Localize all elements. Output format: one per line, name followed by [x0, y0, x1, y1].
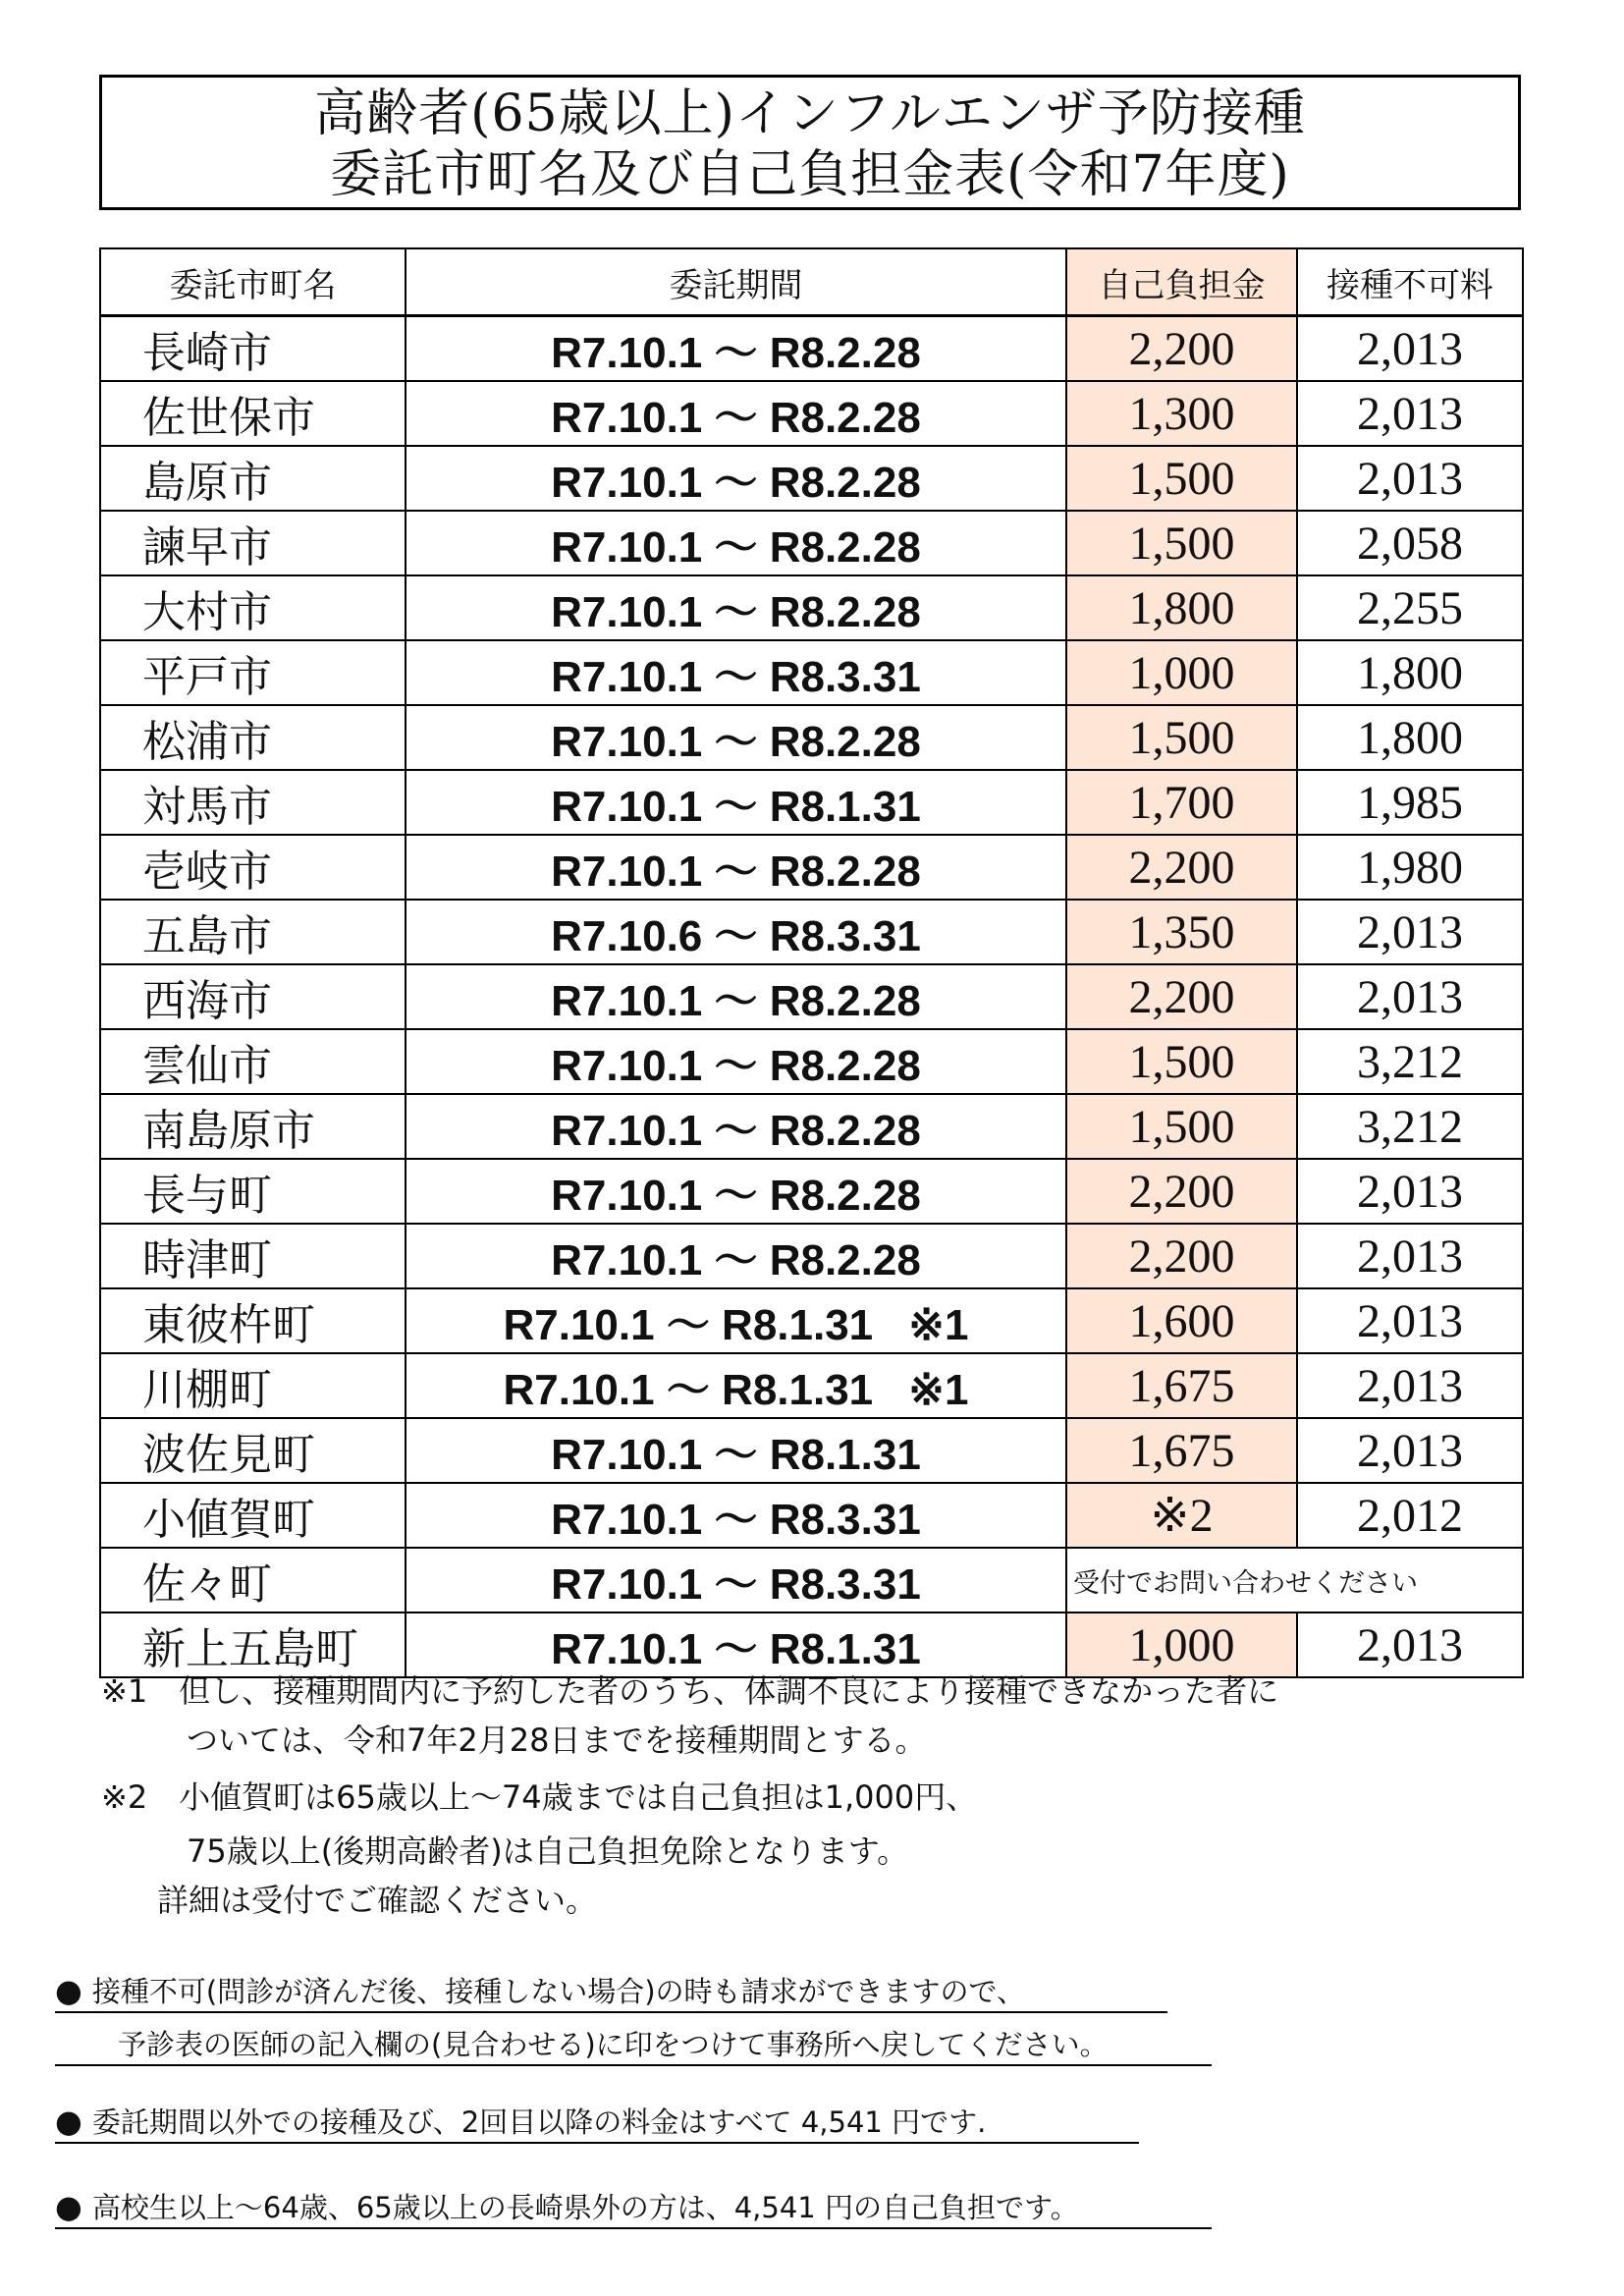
- cell-municipality: 小値賀町: [100, 1483, 406, 1548]
- cell-municipality: 南島原市: [100, 1094, 406, 1159]
- period-note-mark: ※1: [908, 1366, 969, 1414]
- cell-not-vaccinated-fee: 2,013: [1297, 1159, 1523, 1224]
- cell-municipality: 松浦市: [100, 705, 406, 770]
- cell-self-pay: 1,300: [1066, 381, 1297, 446]
- cell-not-vaccinated-fee: 2,013: [1297, 446, 1523, 511]
- cell-not-vaccinated-fee: 2,013: [1297, 1353, 1523, 1418]
- cell-self-pay: 1,600: [1066, 1288, 1297, 1353]
- cell-municipality: 佐世保市: [100, 381, 406, 446]
- bullet-1-text: 接種不可(問診が済んだ後、接種しない場合)の時も請求ができますので、: [91, 1975, 1025, 2008]
- bullet-2-text: 委託期間以外での接種及び、2回目以降の料金はすべて 4,541 円です.: [91, 2105, 987, 2139]
- cell-period: [406, 1353, 1066, 1418]
- cell-period: R7.10.1 ～ R8.2.28: [406, 964, 1066, 1029]
- table-row: [100, 770, 1523, 835]
- table-row: [100, 1224, 1523, 1288]
- cell-self-pay: 1,000: [1066, 1613, 1297, 1677]
- cell-municipality: 平戸市: [100, 640, 406, 705]
- cell-not-vaccinated-fee: 2,013: [1297, 381, 1523, 446]
- cell-municipality: 新上五島町: [100, 1613, 406, 1677]
- cell-period: R7.10.1 ～ R8.2.28: [406, 705, 1066, 770]
- period-text: R7.10.1 ～ R8.1.31: [503, 1301, 874, 1349]
- cell-self-pay: 1,000: [1066, 640, 1297, 705]
- table-row: [100, 381, 1523, 446]
- bullet-dot-icon: ●: [55, 2188, 82, 2225]
- cell-self-pay: 1,500: [1066, 705, 1297, 770]
- cell-not-vaccinated-fee: 1,980: [1297, 835, 1523, 900]
- table-row: [100, 1483, 1523, 1548]
- period-text: R7.10.1 ～ R8.1.31: [503, 1366, 874, 1414]
- cell-period: R7.10.1 ～ R8.2.28: [406, 446, 1066, 511]
- title-line-2: 委託市町名及び自己負担金表(令和7年度): [330, 145, 1290, 204]
- cell-self-pay: 1,675: [1066, 1418, 1297, 1483]
- bullet-1-line-1: [55, 1971, 1167, 2013]
- cell-period: R7.10.1 ～ R8.1.31: [406, 1613, 1066, 1677]
- cell-period: R7.10.1 ～ R8.2.28: [406, 511, 1066, 575]
- header-municipality: 委託市町名: [100, 248, 406, 316]
- bullet-2: [55, 2102, 1139, 2144]
- bullet-1-line-2: 予診表の医師の記入欄の(見合わせる)に印をつけて事務所へ戻してください。: [55, 2025, 1212, 2066]
- fee-table: [99, 247, 1524, 1678]
- table-row: [100, 1418, 1523, 1483]
- cell-municipality: 島原市: [100, 446, 406, 511]
- cell-not-vaccinated-fee: 2,013: [1297, 1224, 1523, 1288]
- cell-period: R7.10.1 ～ R8.2.28: [406, 316, 1066, 382]
- cell-not-vaccinated-fee: 2,255: [1297, 575, 1523, 640]
- cell-period: [406, 1288, 1066, 1353]
- period-note-mark: ※1: [908, 1301, 969, 1349]
- cell-period: R7.10.1 ～ R8.2.28: [406, 835, 1066, 900]
- cell-not-vaccinated-fee: 2,013: [1297, 964, 1523, 1029]
- cell-period: R7.10.1 ～ R8.3.31: [406, 640, 1066, 705]
- cell-municipality: 対馬市: [100, 770, 406, 835]
- cell-self-pay: 2,200: [1066, 1159, 1297, 1224]
- cell-period: R7.10.1 ～ R8.3.31: [406, 1548, 1066, 1613]
- cell-municipality: 川棚町: [100, 1353, 406, 1418]
- cell-not-vaccinated-fee: 2,013: [1297, 1288, 1523, 1353]
- cell-self-pay: 1,350: [1066, 900, 1297, 964]
- table-row: [100, 1159, 1523, 1224]
- table-row: [100, 1353, 1523, 1418]
- cell-period: R7.10.1 ～ R8.2.28: [406, 1159, 1066, 1224]
- cell-period: R7.10.1 ～ R8.2.28: [406, 575, 1066, 640]
- cell-not-vaccinated-fee: 3,212: [1297, 1029, 1523, 1094]
- table-row: [100, 1029, 1523, 1094]
- cell-ask-reception: 受付でお問い合わせください: [1066, 1548, 1523, 1613]
- title-line-1: 高齢者(65歳以上)インフルエンザ予防接種: [314, 84, 1306, 143]
- cell-municipality: 佐々町: [100, 1548, 406, 1613]
- cell-not-vaccinated-fee: 1,985: [1297, 770, 1523, 835]
- cell-not-vaccinated-fee: 1,800: [1297, 640, 1523, 705]
- cell-period: R7.10.1 ～ R8.1.31: [406, 1418, 1066, 1483]
- cell-municipality: 東彼杵町: [100, 1288, 406, 1353]
- cell-municipality: 壱岐市: [100, 835, 406, 900]
- cell-period: R7.10.1 ～ R8.2.28: [406, 1094, 1066, 1159]
- cell-not-vaccinated-fee: 2,013: [1297, 900, 1523, 964]
- cell-self-pay: 1,800: [1066, 575, 1297, 640]
- cell-municipality: 時津町: [100, 1224, 406, 1288]
- table-row: [100, 1094, 1523, 1159]
- header-period: 委託期間: [406, 248, 1066, 316]
- cell-municipality: 大村市: [100, 575, 406, 640]
- table-row: [100, 705, 1523, 770]
- cell-self-pay: 1,500: [1066, 1029, 1297, 1094]
- table-header-row: [100, 248, 1523, 316]
- cell-not-vaccinated-fee: 1,800: [1297, 705, 1523, 770]
- cell-self-pay: 1,675: [1066, 1353, 1297, 1418]
- cell-municipality: 雲仙市: [100, 1029, 406, 1094]
- cell-self-pay: 1,700: [1066, 770, 1297, 835]
- title-box: [99, 75, 1521, 210]
- table-row: [100, 835, 1523, 900]
- cell-municipality: 長崎市: [100, 316, 406, 382]
- cell-municipality: 五島市: [100, 900, 406, 964]
- cell-period: R7.10.6 ～ R8.3.31: [406, 900, 1066, 964]
- table-row: [100, 900, 1523, 964]
- cell-self-pay: 2,200: [1066, 964, 1297, 1029]
- cell-municipality: 西海市: [100, 964, 406, 1029]
- cell-municipality: 長与町: [100, 1159, 406, 1224]
- bullet-dot-icon: ●: [55, 1972, 82, 2009]
- table-row: [100, 1548, 1523, 1613]
- table-row: [100, 511, 1523, 575]
- cell-period: R7.10.1 ～ R8.1.31: [406, 770, 1066, 835]
- table-row: [100, 1613, 1523, 1677]
- header-not-vaccinated-fee: 接種不可料: [1297, 248, 1523, 316]
- table-row: [100, 1288, 1523, 1353]
- bullet-dot-icon: ●: [55, 2103, 82, 2140]
- cell-not-vaccinated-fee: 2,013: [1297, 1418, 1523, 1483]
- cell-self-pay: 1,500: [1066, 446, 1297, 511]
- note-1-line-2: ついては、令和7年2月28日までを接種期間とする。: [187, 1722, 927, 1759]
- cell-self-pay: 1,500: [1066, 1094, 1297, 1159]
- cell-municipality: 波佐見町: [100, 1418, 406, 1483]
- cell-period: R7.10.1 ～ R8.2.28: [406, 1029, 1066, 1094]
- cell-period: R7.10.1 ～ R8.2.28: [406, 381, 1066, 446]
- bullet-3-text: 高校生以上～64歳、65歳以上の長崎県外の方は、4,541 円の自己負担です。: [91, 2191, 1079, 2224]
- cell-self-pay: 2,200: [1066, 1224, 1297, 1288]
- note-2-line-3: 詳細は受付でご確認ください。: [157, 1882, 598, 1919]
- cell-not-vaccinated-fee: 2,058: [1297, 511, 1523, 575]
- cell-not-vaccinated-fee: 3,212: [1297, 1094, 1523, 1159]
- cell-not-vaccinated-fee: 2,013: [1297, 1613, 1523, 1677]
- cell-self-pay: ※2: [1066, 1483, 1297, 1548]
- bullet-3: [55, 2187, 1212, 2229]
- cell-municipality: 諫早市: [100, 511, 406, 575]
- table-row: [100, 964, 1523, 1029]
- note-2-line-2: 75歳以上(後期高齢者)は自己負担免除となります。: [187, 1832, 909, 1870]
- cell-not-vaccinated-fee: 2,012: [1297, 1483, 1523, 1548]
- cell-period: R7.10.1 ～ R8.3.31: [406, 1483, 1066, 1548]
- note-2-line-1: ※2 小値賀町は65歳以上～74歳までは自己負担は1,000円、: [101, 1778, 978, 1816]
- table-row: [100, 316, 1523, 382]
- cell-self-pay: 2,200: [1066, 316, 1297, 382]
- cell-self-pay: 2,200: [1066, 835, 1297, 900]
- table-row: [100, 446, 1523, 511]
- note-1-line-1: ※1 但し、接種期間内に予約した者のうち、体調不良により接種できなかった者に: [101, 1672, 1279, 1710]
- table-row: [100, 640, 1523, 705]
- cell-self-pay: 1,500: [1066, 511, 1297, 575]
- cell-period: R7.10.1 ～ R8.2.28: [406, 1224, 1066, 1288]
- cell-not-vaccinated-fee: 2,013: [1297, 316, 1523, 382]
- header-self-pay: 自己負担金: [1066, 248, 1297, 316]
- table-row: [100, 575, 1523, 640]
